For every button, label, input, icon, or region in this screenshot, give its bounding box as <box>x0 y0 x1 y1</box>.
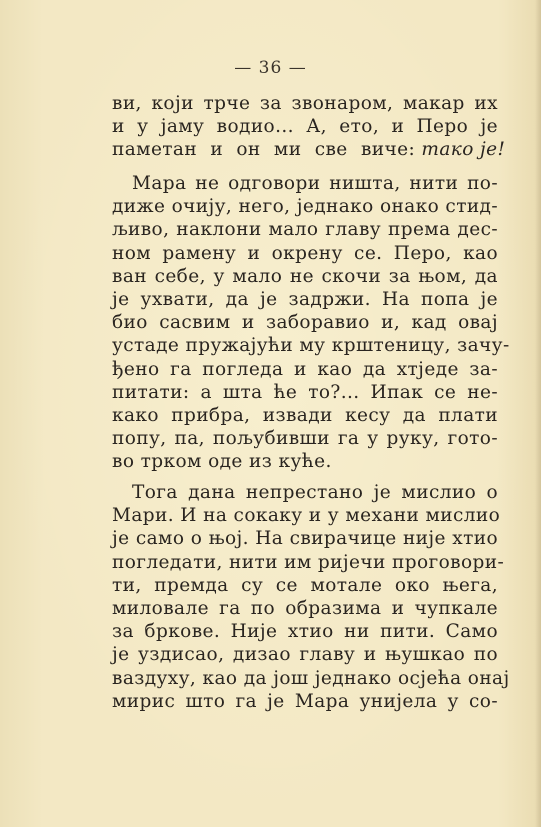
text-line: ти, премда су се мотале око њега, <box>112 574 498 596</box>
text-line: љиво, наклони мало главу према дес- <box>112 219 498 241</box>
text-line: ван себе, у мало не скочи за њом, да <box>112 265 498 287</box>
page-number: — 36 — <box>234 58 307 78</box>
paragraph-1 <box>112 92 506 162</box>
text-line: Мари. И на сокаку и у механи мислио <box>112 505 501 527</box>
text-line: погледати, нити им ријечи проговори- <box>112 551 505 573</box>
text-line: питати: а шта ће то?... Ипак се не- <box>112 381 498 403</box>
text-line: је ухвати, да је задржи. На попа је <box>112 288 498 310</box>
text-line: ви, који трче за звонаром, макар их <box>112 93 498 114</box>
paragraph-3 <box>112 481 510 713</box>
text-line: миловале га по образима и чупкале <box>112 597 498 619</box>
text-line: устаде пружајући му крштеницу, зачу- <box>112 335 510 357</box>
text-line <box>112 138 506 161</box>
text-line: је уздисао, дизао главу и њушкао по <box>112 644 498 666</box>
text-line: мирис што га је Мара унијела у со- <box>112 690 498 712</box>
page-edge-shadow <box>535 0 541 827</box>
text-line: Тога дана непрестано је мислио о <box>132 482 498 503</box>
text-line: како прибра, извади кесу да плати <box>112 404 498 426</box>
text-line: био сасвим и заборавио и, кад овај <box>112 312 498 334</box>
paragraph-2 <box>112 172 510 473</box>
text-line: Мара не одговори ништа, нити по- <box>132 173 498 194</box>
text-line: ном рамену и окрену се. Перо, као <box>112 242 498 264</box>
text-line: во трком оде из куће. <box>112 451 332 473</box>
text-line: ђено га погледа и као да хтједе за- <box>112 358 498 380</box>
text-line: је само о њој. На свирачице није хтио <box>112 528 498 550</box>
text-line: за бркове. Није хтио ни пити. Само <box>112 621 498 643</box>
emphasis-text: тако је! <box>421 139 506 161</box>
text-line-body: паметан и он ми све виче: <box>112 139 416 161</box>
text-line: ваздуху, као да још једнако осјећа онај <box>112 667 510 689</box>
text-line: диже очију, него, једнако онако стид- <box>112 196 498 218</box>
text-line: и у јаму водио... А, ето, и Перо је <box>112 116 498 138</box>
text-line: попу, па, пољубивши га у руку, гото- <box>112 428 498 450</box>
